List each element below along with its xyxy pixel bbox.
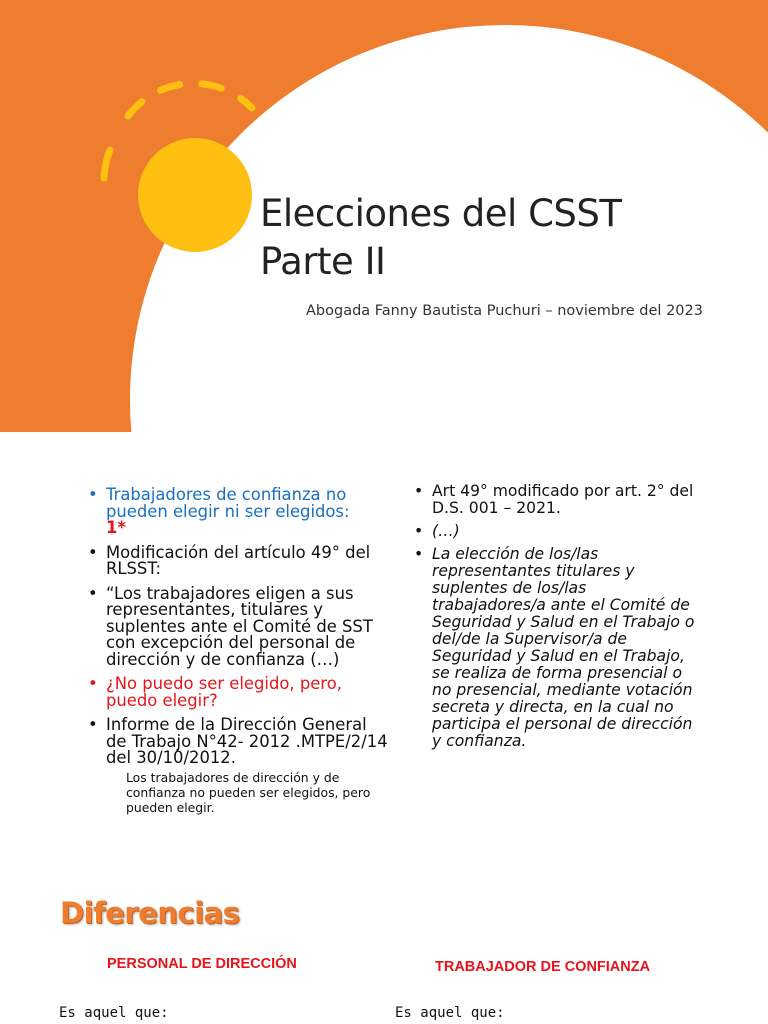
bullet-text: La elección de los/las representantes titulares y suplentes de los/las trabajadores/a ante el Comité de Seguridad y Salud en el Trabajo o del/de la Supervisor/a de Seguridad y Salud en el Trabajo, se realiza de forma presencial o no presencial, mediante votación secreta y directa, en la cual no participa el personal de dirección y confianza. [432, 545, 695, 750]
title-line-2: Parte II [260, 240, 386, 283]
bullet-text: (…) [432, 522, 460, 540]
left-column-heading: PERSONAL DE DIRECCIÓN [107, 956, 297, 972]
sub-note: Los trabajadores de dirección y de confianza no pueden ser elegidos, pero pueden elegir. [126, 769, 371, 815]
bullet-text: Informe de la Dirección General de Trabajo N°42- 2012 .MTPE/2/14 del 30/10/2012. [106, 715, 388, 767]
title-slide [0, 0, 768, 432]
differences-slide [0, 872, 768, 1024]
bullet-text: Trabajadores de confianza no pueden elegir ni ser elegidos: [106, 485, 350, 521]
bullet-item [414, 546, 700, 750]
bullet-item [414, 523, 700, 540]
right-bullet-list [414, 483, 700, 756]
bullet-text: Art 49° modificado por art. 2° del D.S. 001 – 2021. [432, 482, 694, 517]
bullet-text: Modificación del artículo 49° del RLSST: [106, 542, 371, 578]
differences-title: Diferencias [60, 896, 240, 930]
content-slide [0, 432, 768, 872]
right-column-text: Es aquel que: [395, 1005, 505, 1021]
presentation-subtitle: Abogada Fanny Bautista Puchuri – noviembre del 2023 [306, 303, 703, 319]
bullet-item [88, 717, 388, 815]
bullet-item [88, 487, 388, 537]
presentation-title [260, 190, 621, 286]
bullet-text: “Los trabajadores eligen a sus representantes, titulares y suplentes ante el Comité de SST con excepción del personal de dirección y de confianza (…) [106, 583, 373, 669]
right-column-heading: TRABAJADOR DE CONFIANZA [435, 959, 651, 975]
bullet-text: ¿No puedo ser elegido, pero, puedo elegir? [106, 674, 342, 710]
title-line-1: Elecciones del CSST [260, 192, 622, 235]
bullet-item [414, 483, 700, 517]
bullet-item [88, 542, 388, 578]
footnote-marker: 1* [106, 518, 126, 537]
bullet-item [88, 583, 388, 669]
bullet-item [88, 676, 388, 709]
left-column-text: Es aquel que: [59, 1005, 169, 1021]
left-bullet-list [88, 487, 388, 815]
